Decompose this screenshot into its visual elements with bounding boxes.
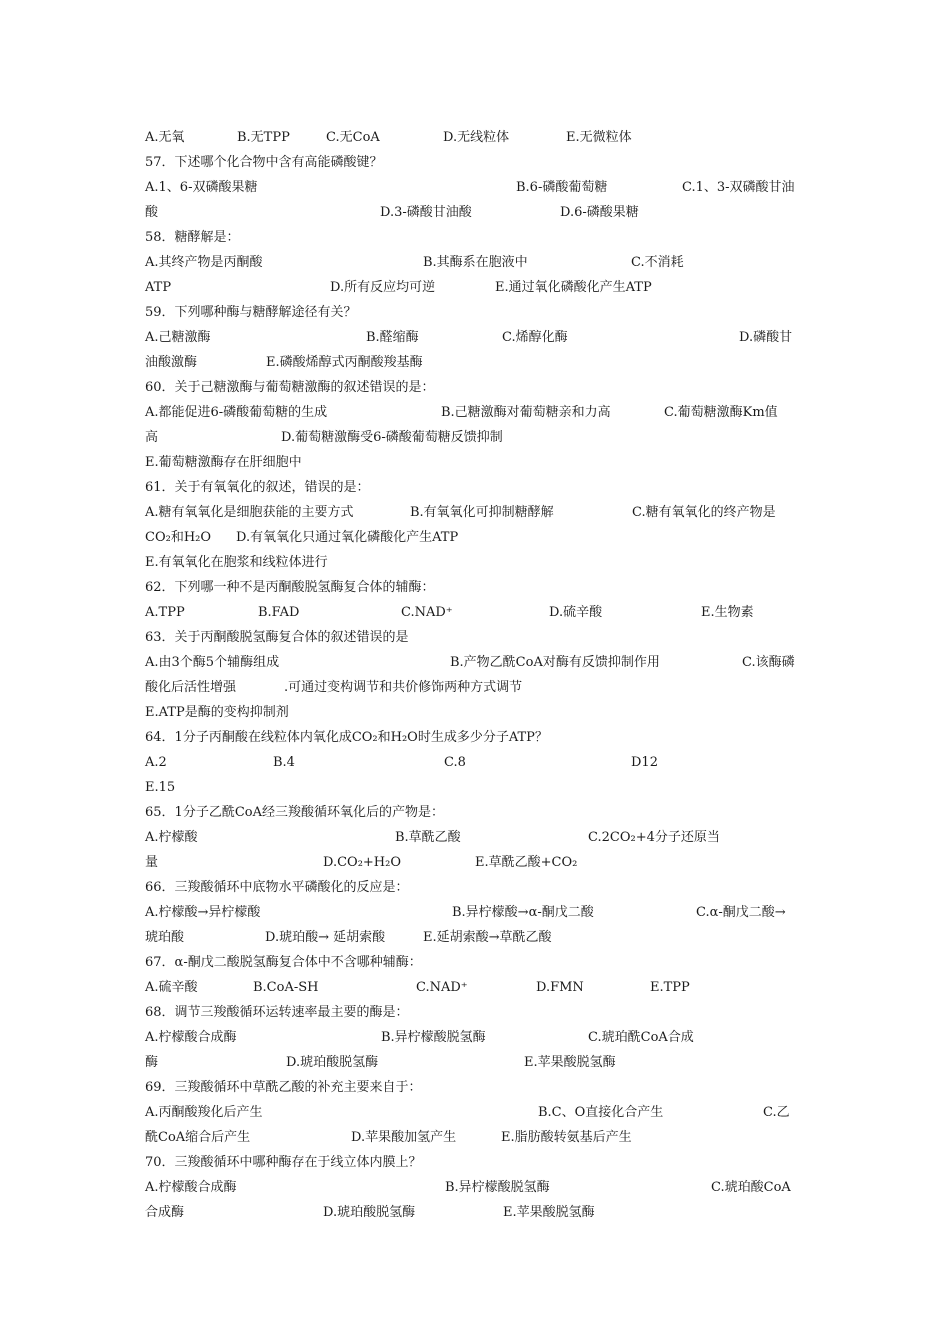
option-d: D.琥珀酸脱氢酶	[323, 1205, 416, 1220]
q65-title	[145, 800, 805, 825]
option-b: B.草酰乙酸	[395, 830, 461, 845]
question-text: 67．α-酮戊二酸脱氢酶复合体中不含哪种辅酶：	[145, 955, 422, 970]
option-c: C.葡萄糖激酶Km值	[664, 405, 778, 420]
question-text: 59．下列哪种酶与糖酵解途径有关？	[145, 305, 357, 320]
option-c: C.α-酮戊二酸→	[696, 905, 786, 920]
option-c-cont: CO₂和H₂O	[145, 530, 212, 545]
q66-options-2	[145, 925, 805, 950]
option-c-cont: 酰CoA缩合后产生	[145, 1130, 251, 1145]
option-a: A.柠檬酸→异柠檬酸	[145, 905, 261, 920]
q62-title	[145, 575, 805, 600]
option-a: A.糖有氧氧化是细胞获能的主要方式	[145, 505, 354, 520]
q64-title	[145, 725, 805, 750]
q65-options-2	[145, 850, 805, 875]
q60-options-1	[145, 400, 805, 425]
q57-title	[145, 150, 805, 175]
option-e: E.ATP是酶的变构抑制剂	[145, 705, 289, 720]
option-e: E.苹果酸脱氢酶	[503, 1205, 595, 1220]
q56-options	[145, 125, 805, 150]
q60-options-2	[145, 425, 805, 450]
question-text: 70．三羧酸循环中哪种酶存在于线立体内膜上？	[145, 1155, 422, 1170]
option-c: C.乙	[763, 1105, 790, 1120]
q69-options-1	[145, 1100, 805, 1125]
option-a: A.由3个酶5个辅酶组成	[145, 655, 280, 670]
q61-options-1	[145, 500, 805, 525]
option-d: D12	[631, 755, 658, 770]
q57-options-2	[145, 200, 805, 225]
option-c: C.该酶磷	[742, 655, 795, 670]
option-c-cont: 合成酶	[145, 1205, 185, 1220]
question-text: 60．关于己糖激酶与葡萄糖激酶的叙述错误的是：	[145, 380, 435, 395]
q61-options-3	[145, 550, 805, 575]
q61-options-2	[145, 525, 805, 550]
q70-title	[145, 1150, 805, 1175]
option-e: E.通过氧化磷酸化产生ATP	[495, 280, 652, 295]
option-d: D.琥珀酸脱氢酶	[286, 1055, 379, 1070]
option-d: D.硫辛酸	[549, 605, 603, 620]
q60-options-3	[145, 450, 805, 475]
option-c: C.1、3-双磷酸甘油	[682, 180, 795, 195]
option-a: A.TPP	[145, 605, 185, 620]
option-a: A.其终产物是丙酮酸	[145, 255, 263, 270]
q60-title	[145, 375, 805, 400]
option-c: C.2CO₂+4分子还原当	[588, 830, 720, 845]
option-d: D.苹果酸加氢产生	[351, 1130, 457, 1145]
question-text: 69．三羧酸循环中草酰乙酸的补充主要来自于：	[145, 1080, 422, 1095]
question-text: 65．1分子乙酰CoA经三羧酸循环氧化后的产物是：	[145, 805, 444, 820]
option-b: B.无TPP	[237, 130, 290, 145]
option-e: E.草酰乙酸+CO₂	[475, 855, 578, 870]
option-c-cont: 酸	[145, 205, 159, 220]
option-c: C.8	[444, 755, 466, 770]
option-d: D.FMN	[536, 980, 584, 995]
q59-options-1	[145, 325, 805, 350]
option-d: D.CO₂+H₂O	[323, 855, 402, 870]
q64-options-1	[145, 750, 805, 775]
option-a: A.己糖激酶	[145, 330, 211, 345]
option-d: D.葡萄糖激酶受6-磷酸葡萄糖反馈抑制	[281, 430, 503, 445]
option-c-cont: 酸化后活性增强	[145, 680, 237, 695]
option-e: E.TPP	[650, 980, 690, 995]
option-b: B.醛缩酶	[366, 330, 419, 345]
option-b: B.异柠檬酸脱氢酶	[445, 1180, 550, 1195]
option-e: E.苹果酸脱氢酶	[524, 1055, 616, 1070]
q70-options-2	[145, 1200, 805, 1225]
option-b: B.产物乙酰CoA对酶有反馈抑制作用	[450, 655, 660, 670]
option-d-cont: 油酸激酶	[145, 355, 198, 370]
q69-title	[145, 1075, 805, 1100]
option-b: B.FAD	[258, 605, 300, 620]
option-c: C.糖有氧氧化的终产物是	[632, 505, 776, 520]
option-c: C.烯醇化酶	[502, 330, 568, 345]
option-b: B.有氧氧化可抑制糖酵解	[410, 505, 554, 520]
option-a: A.无氧	[145, 130, 185, 145]
option-e: E.脂肪酸转氨基后产生	[501, 1130, 632, 1145]
q61-title	[145, 475, 805, 500]
option-c-cont: ATP	[145, 280, 172, 295]
option-a: A.丙酮酸羧化后产生	[145, 1105, 263, 1120]
question-text: 57．下述哪个化合物中含有高能磷酸键？	[145, 155, 383, 170]
q66-options-1	[145, 900, 805, 925]
q68-title	[145, 1000, 805, 1025]
option-e: E.延胡索酸→草酰乙酸	[423, 930, 552, 945]
q64-options-2	[145, 775, 805, 800]
question-text: 68．调节三羧酸循环运转速率最主要的酶是：	[145, 1005, 409, 1020]
q67-title	[145, 950, 805, 975]
option-e: E.磷酸烯醇式丙酮酸羧基酶	[266, 355, 423, 370]
option-e: E.生物素	[701, 605, 754, 620]
question-text: 61．关于有氧氧化的叙述，错误的是：	[145, 480, 370, 495]
option-b: B.异柠檬酸脱氢酶	[381, 1030, 486, 1045]
option-e: E.15	[145, 780, 176, 795]
q68-options-2	[145, 1050, 805, 1075]
q66-title	[145, 875, 805, 900]
option-c: C.琥珀酰CoA合成	[588, 1030, 694, 1045]
option-d: D.琥珀酸→ 延胡索酸	[265, 930, 386, 945]
option-a: A.硫辛酸	[145, 980, 198, 995]
option-c: C.无CoA	[326, 130, 380, 145]
option-a: A.1、6-双磷酸果糖	[145, 180, 258, 195]
question-text: 66．三羧酸循环中底物水平磷酸化的反应是：	[145, 880, 409, 895]
q63-options-3	[145, 700, 805, 725]
q70-options-1	[145, 1175, 805, 1200]
q65-options-1	[145, 825, 805, 850]
option-c-cont: 高	[145, 430, 159, 445]
option-d: D.无线粒体	[443, 130, 510, 145]
option-d: .可通过变构调节和共价修饰两种方式调节	[284, 680, 523, 695]
option-a: A.柠檬酸合成酶	[145, 1180, 237, 1195]
option-e: E.无微粒体	[566, 130, 632, 145]
option-e: E.有氧氧化在胞浆和线粒体进行	[145, 555, 328, 570]
option-c-cont: 酶	[145, 1055, 159, 1070]
option-b: B.其酶系在胞液中	[423, 255, 528, 270]
option-d: D.3-磷酸甘油酸	[380, 205, 472, 220]
option-c: C.琥珀酸CoA	[711, 1180, 791, 1195]
option-b: B.4	[273, 755, 295, 770]
option-b: B.己糖激酶对葡萄糖亲和力高	[441, 405, 611, 420]
option-d: D.所有反应均可逆	[330, 280, 436, 295]
option-c: C.NAD⁺	[401, 605, 453, 620]
option-e: D.6-磷酸果糖	[560, 205, 639, 220]
q67-options	[145, 975, 805, 1000]
q58-options-1	[145, 250, 805, 275]
option-c-cont: 量	[145, 855, 159, 870]
question-text: 58．糖酵解是：	[145, 230, 240, 245]
question-text: 62．下列哪一种不是丙酮酸脱氢酶复合体的辅酶：	[145, 580, 435, 595]
option-a: A.柠檬酸	[145, 830, 198, 845]
q63-title	[145, 625, 805, 650]
option-b: B.CoA-SH	[253, 980, 319, 995]
q59-title	[145, 300, 805, 325]
question-text: 63．关于丙酮酸脱氢酶复合体的叙述错误的是	[145, 630, 409, 645]
question-text: 64．1分子丙酮酸在线粒体内氧化成CO₂和H₂O时生成多少分子ATP？	[145, 730, 548, 745]
q58-options-2	[145, 275, 805, 300]
option-a: A.2	[145, 755, 167, 770]
q57-options-1	[145, 175, 805, 200]
q69-options-2	[145, 1125, 805, 1150]
q62-options	[145, 600, 805, 625]
option-d: D.有氧氧化只通过氧化磷酸化产生ATP	[236, 530, 459, 545]
option-b: B.异柠檬酸→α-酮戊二酸	[452, 905, 594, 920]
option-e: E.葡萄糖激酶存在肝细胞中	[145, 455, 302, 470]
q68-options-1	[145, 1025, 805, 1050]
q58-title	[145, 225, 805, 250]
q63-options-1	[145, 650, 805, 675]
option-a: A.柠檬酸合成酶	[145, 1030, 237, 1045]
q63-options-2	[145, 675, 805, 700]
option-b: B.C、O直接化合产生	[538, 1105, 664, 1120]
option-c-cont: 琥珀酸	[145, 930, 185, 945]
option-c: C.不消耗	[631, 255, 684, 270]
option-a: A.都能促进6-磷酸葡萄糖的生成	[145, 405, 328, 420]
option-b: B.6-磷酸葡萄糖	[516, 180, 608, 195]
option-d: D.磷酸甘	[739, 330, 793, 345]
option-c: C.NAD⁺	[416, 980, 468, 995]
q59-options-2	[145, 350, 805, 375]
